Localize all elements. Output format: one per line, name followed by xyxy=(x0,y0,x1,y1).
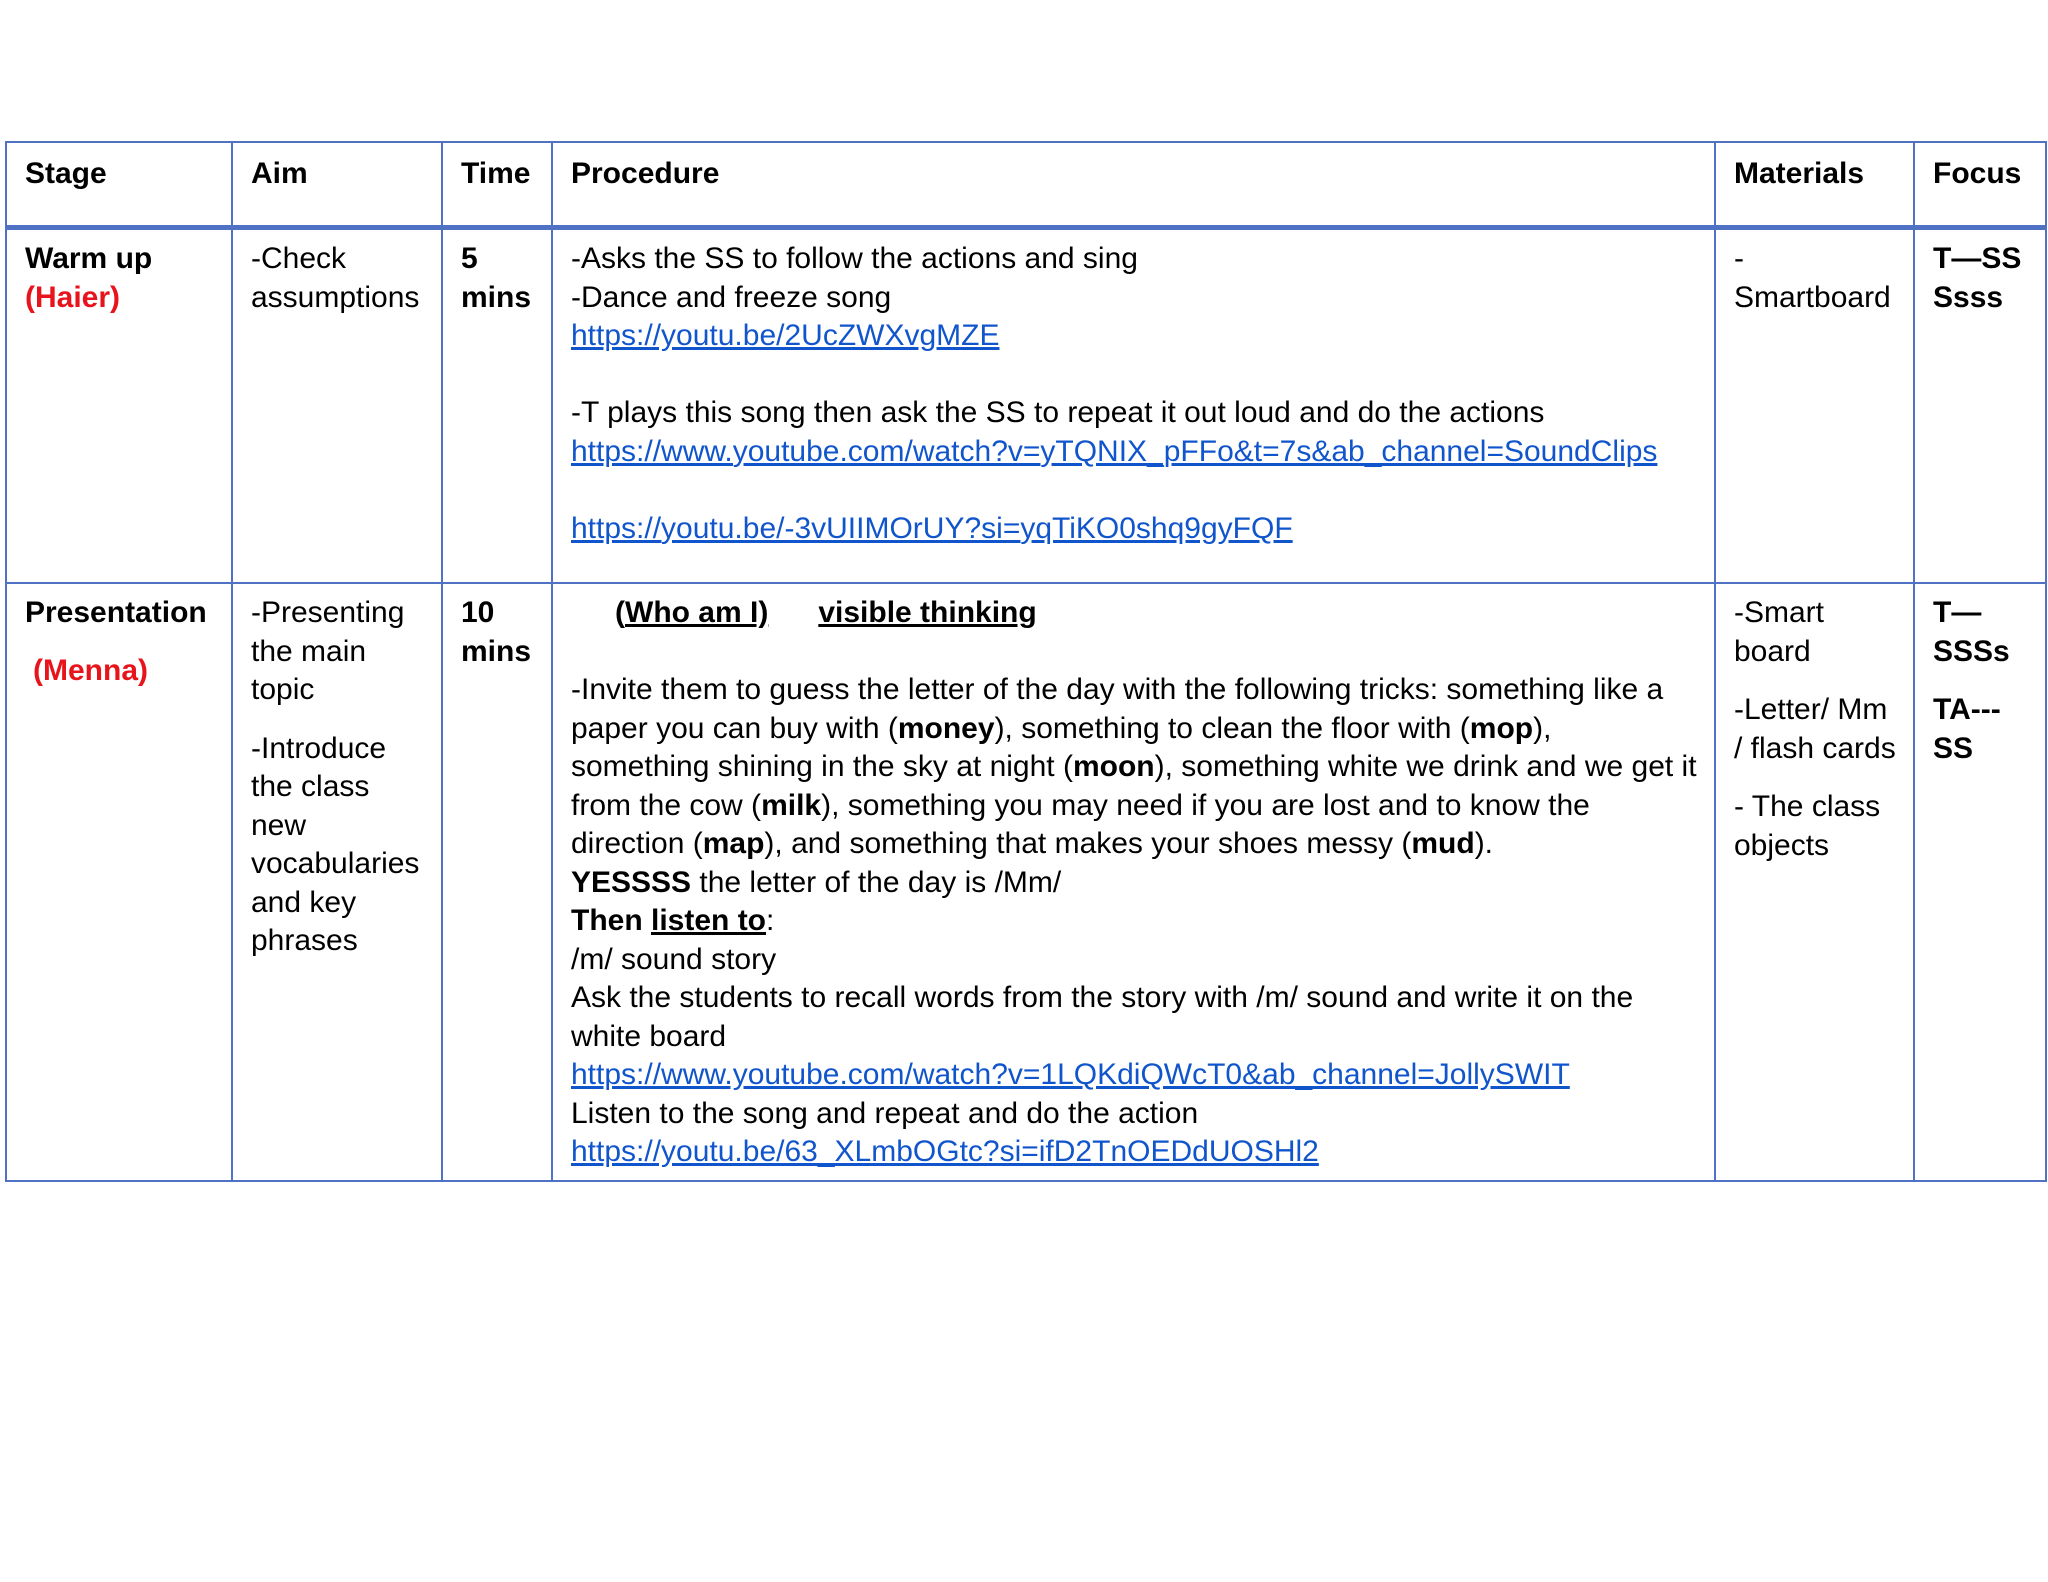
procedure-line: -Asks the SS to follow the actions and sing xyxy=(571,242,1138,275)
procedure-then-line: Then listen to: xyxy=(571,904,775,937)
time-unit: mins xyxy=(461,280,532,314)
time-value: 5 xyxy=(461,242,478,275)
spacer xyxy=(571,633,1698,672)
header-time: Time xyxy=(442,142,552,228)
table-row-warm-up xyxy=(6,228,2046,584)
materials-paragraph: - The class objects xyxy=(1734,790,1881,862)
procedure-cell xyxy=(552,583,1715,1181)
focus-cell xyxy=(1914,583,2046,1181)
aim-cell xyxy=(232,228,442,584)
lesson-plan-table xyxy=(5,141,2047,1182)
materials-paragraph: -Letter/ Mm / flash cards xyxy=(1734,693,1896,765)
youtube-link[interactable]: https://youtu.be/2UcZWXvgMZE xyxy=(571,319,1000,352)
materials-cell xyxy=(1715,228,1914,584)
header-stage: Stage xyxy=(6,142,232,228)
keyword-mud: mud xyxy=(1411,827,1475,860)
keyword-money: money xyxy=(897,711,995,745)
stage-cell xyxy=(6,228,232,584)
stage-teacher: (Menna) xyxy=(33,653,148,687)
aim-cell xyxy=(232,583,442,1181)
youtube-link[interactable]: https://www.youtube.com/watch?v=1LQKdiQWcT0&ab_channel=JollySWIT xyxy=(571,1058,1570,1091)
spacer xyxy=(571,471,1698,510)
aim-paragraph: -Presenting the main topic xyxy=(251,596,405,706)
time-value: 10 xyxy=(461,596,495,629)
procedure-line: -Dance and freeze song xyxy=(571,280,892,314)
focus-cell xyxy=(1914,228,2046,584)
time-cell xyxy=(442,228,552,584)
materials-paragraph: -Smart board xyxy=(1734,596,1824,668)
procedure-invite-text: -Invite them to guess the letter of the day with the following tricks: something like a paper you can buy with (money), something to clean the floor with (mop), something shining in the sky at night (moon), something white we drink and we get it from the cow (milk), something you may need if you are lost and to know the direction (map), and something that makes your shoes messy (mud). xyxy=(571,673,1697,860)
stage-cell xyxy=(6,583,232,1181)
procedure-line: -T plays this song then ask the SS to repeat it out loud and do the actions xyxy=(571,396,1545,429)
youtube-link[interactable]: https://www.youtube.com/watch?v=yTQNIX_pFFo&t=7s&ab_channel=SoundClips xyxy=(571,434,1658,468)
time-unit: mins xyxy=(461,634,532,668)
header-procedure: Procedure xyxy=(552,142,1715,228)
keyword-mop: mop xyxy=(1469,711,1534,745)
procedure-line: /m/ sound story xyxy=(571,942,777,976)
header-row xyxy=(6,142,2046,228)
spacer xyxy=(571,356,1698,395)
procedure-yes-line: YESSSS the letter of the day is /Mm/ xyxy=(571,865,1062,899)
youtube-link[interactable]: https://youtu.be/-3vUIIMOrUY?si=yqTiKO0shq9gyFQF xyxy=(571,511,1293,545)
youtube-link[interactable]: https://youtu.be/63_XLmbOGtc?si=ifD2TnOEDdUOSHl2 xyxy=(571,1135,1319,1168)
focus-paragraph: T—SSSs xyxy=(1933,596,2010,668)
aim-paragraph: -Introduce the class new vocabularies and key phrases xyxy=(251,731,420,957)
focus-line: Ssss xyxy=(1933,280,2004,314)
procedure-title: (Who am I) visible thinking xyxy=(615,596,1037,629)
table-row-presentation xyxy=(6,583,2046,1181)
procedure-cell xyxy=(552,228,1715,584)
materials-line: Smartboard xyxy=(1734,280,1891,314)
materials-cell xyxy=(1715,583,1914,1181)
stage-teacher: (Haier) xyxy=(25,280,121,314)
keyword-map: map xyxy=(702,827,765,860)
materials-line: - xyxy=(1734,242,1744,275)
focus-line: T—SS xyxy=(1933,242,2022,275)
time-cell xyxy=(442,583,552,1181)
keyword-milk: milk xyxy=(761,788,822,822)
procedure-line: Ask the students to recall words from the story with /m/ sound and write it on the white board xyxy=(571,981,1634,1053)
stage-name: Warm up xyxy=(25,242,153,275)
aim-text: -Check assumptions xyxy=(251,242,420,314)
header-materials: Materials xyxy=(1715,142,1914,228)
focus-paragraph: TA---SS xyxy=(1933,693,2001,765)
header-focus: Focus xyxy=(1914,142,2046,228)
stage-name: Presentation xyxy=(25,596,207,629)
keyword-moon: moon xyxy=(1072,750,1155,783)
procedure-line: Listen to the song and repeat and do the action xyxy=(571,1096,1199,1130)
header-aim: Aim xyxy=(232,142,442,228)
